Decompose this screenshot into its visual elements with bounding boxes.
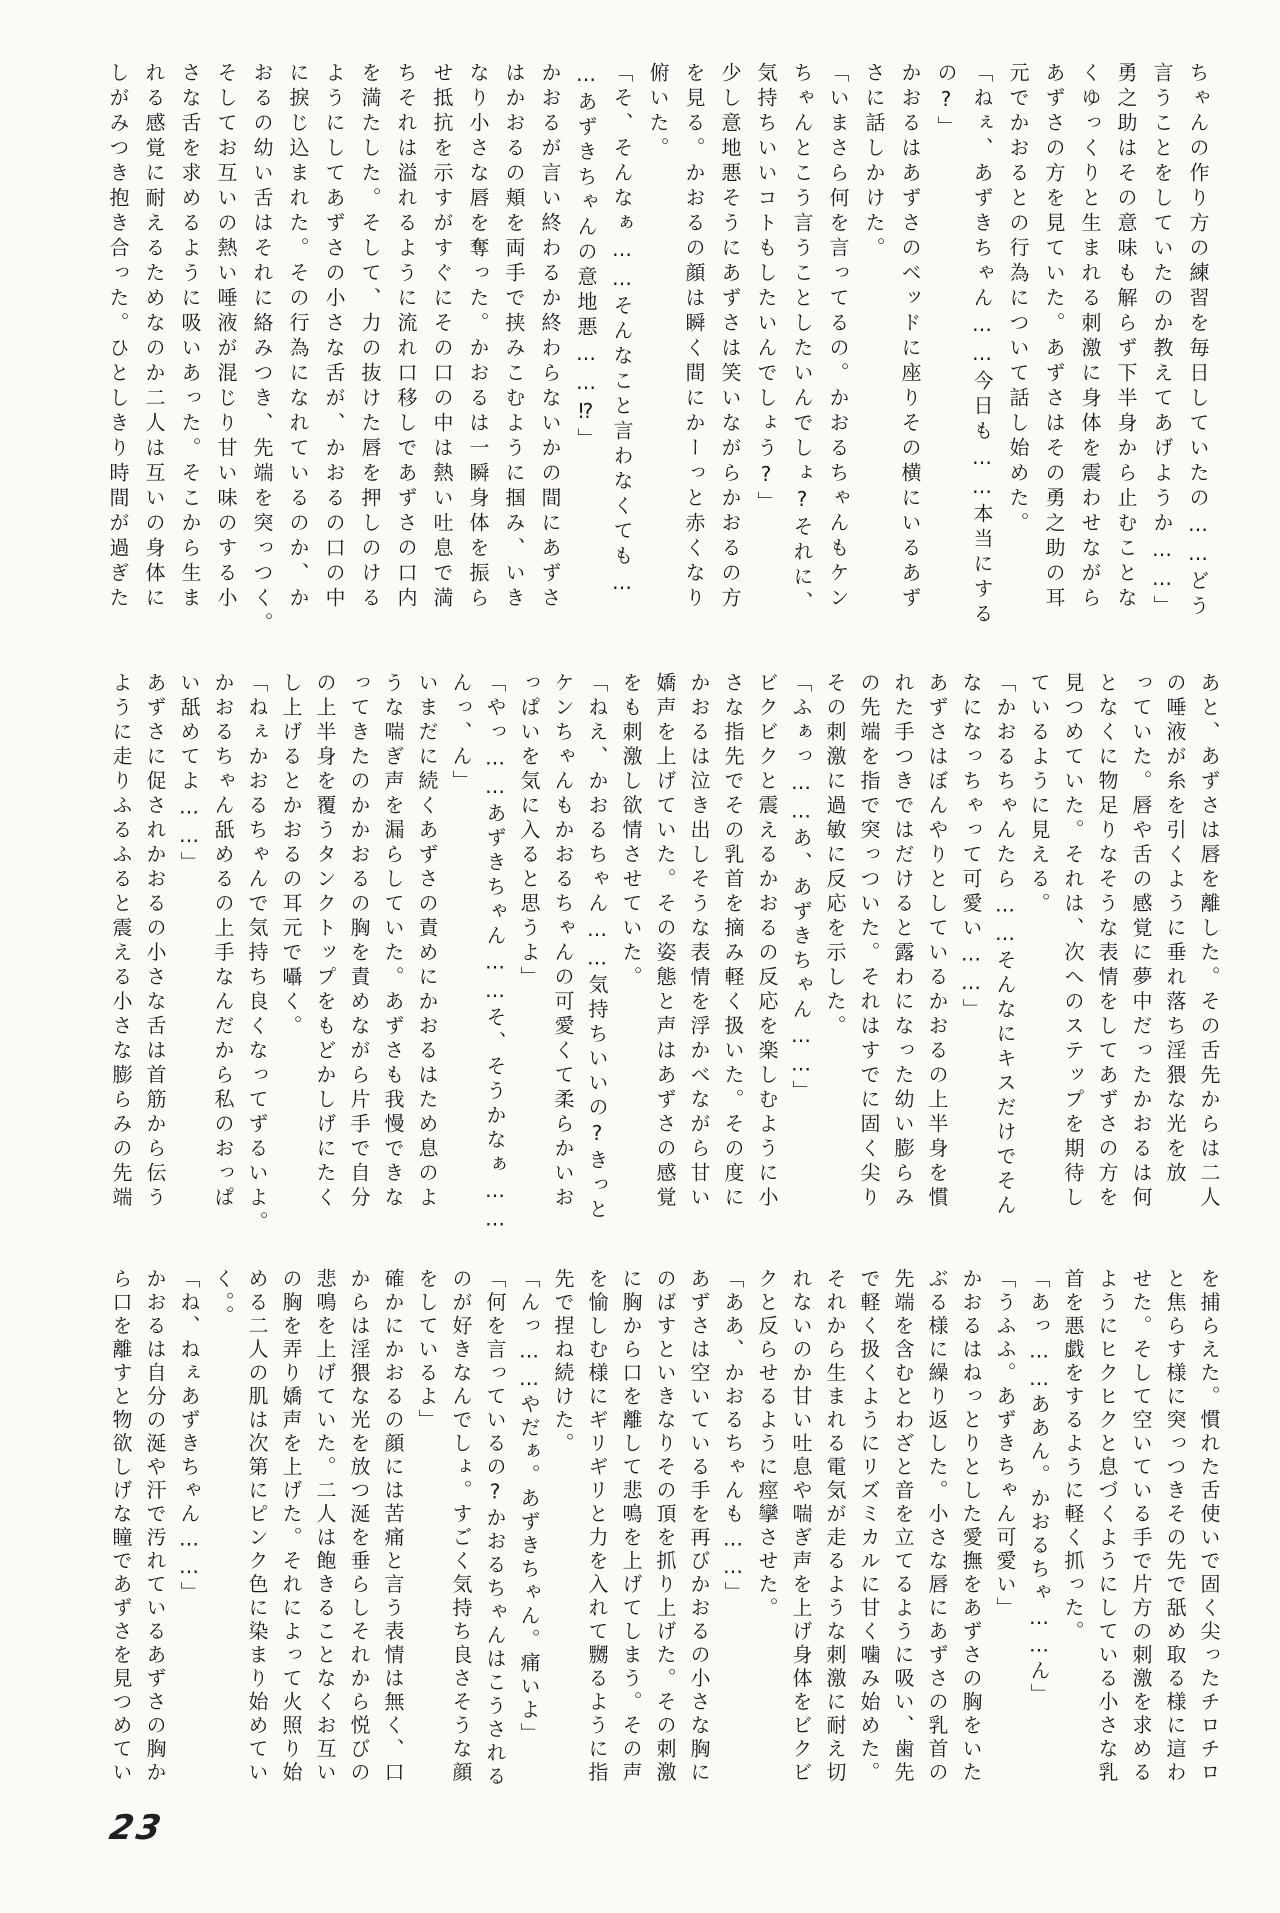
text-column: クと反らせるように痙攣させた。	[755, 1268, 779, 1621]
text-column: を見る。かおるの顔は瞬く間にかーっと赤くなり	[682, 62, 706, 612]
text-column: と焦らす様に突っつきその先で舐め取る様に這わ	[1163, 1268, 1187, 1785]
text-column: となくに物足りなそうな表情をしてあずさの方を	[1095, 672, 1119, 1211]
text-column: で軽く扱くようにリズミカルに甘く噛み始めた。	[857, 1268, 881, 1785]
text-column: 先端を含むとわざと音を立てるように吸い、歯先	[891, 1268, 915, 1785]
text-column: 首を悪戯をするように軽く抓った。	[1061, 1268, 1085, 1644]
text-column: の?」	[934, 62, 958, 141]
text-column: あと、あずさは唇を離した。その舌先からは二人	[1197, 672, 1221, 1211]
text-column: に捩じ込まれた。その行為になれているのか、か	[286, 62, 310, 612]
text-column: せ抵抗を示すがすぐにその口の中は熱い吐息で満	[430, 62, 454, 612]
text-column: ように走りふるふると震える小さな膨らみの先端	[109, 672, 133, 1211]
text-column: 「あっ……ああん。かおるちゃ……ん」	[1027, 1268, 1051, 1707]
text-column: あずさに促されかおるの小さな舌は首筋から伝う	[143, 672, 167, 1211]
text-column: ているように見える。	[1027, 672, 1051, 917]
text-column: をしているよ」	[415, 1268, 439, 1433]
text-column: ようにしてあずさの小さな舌が、かおるの口の中	[322, 62, 346, 612]
text-column: 「ね、ねぇあずきちゃん……」	[177, 1268, 201, 1605]
text-column: …あずきちゃんの意地悪……⁉」	[574, 62, 598, 453]
text-column: 俯いた。	[646, 62, 670, 162]
text-column: の唾液が糸を引くように垂れ落ち淫猥な光を放	[1163, 672, 1187, 1187]
text-column: さな指先でその乳首を摘み軽く扱いた。その度に	[721, 672, 745, 1211]
text-column: 言うことをしていたのか教えてあげようか……」	[1150, 62, 1174, 620]
text-column: それから生まれる電気が走るような刺激に耐え切	[823, 1268, 847, 1785]
text-column: 「ふぁっ……あ、あずきちゃん……」	[789, 672, 813, 1105]
text-column: 「ねえ、かおるちゃん……気持ちいいの?きっと	[585, 672, 609, 1223]
text-column: の上半身を覆うタンクトップをもどかしげにたく	[313, 672, 337, 1211]
text-column: かおるはねっとりとした愛撫をあずさの胸をいた	[959, 1268, 983, 1785]
text-column: かおるはあずさのベッドに座りその横にいるあず	[898, 62, 922, 612]
text-column: を満たした。そして、力の抜けた唇を押しのける	[358, 62, 382, 612]
text-column: あずさの方を見ていた。あずさはその勇之助の耳	[1042, 62, 1066, 612]
text-column: くゆっくりと生まれる刺激に身体を震わせながら	[1078, 62, 1102, 612]
text-column: ら口を離すと物欲しげな瞳であずさを見つめてい	[109, 1268, 133, 1785]
text-column: 「ねぇ、あずきちゃん……今日も……本当にする	[970, 62, 994, 628]
text-column: 嬌声を上げていた。その姿態と声はあずさの感覚	[653, 672, 677, 1211]
text-column: ようにヒクヒクと息づくようにしている小さな乳	[1095, 1268, 1119, 1785]
text-column: さに話しかけた。	[862, 62, 886, 262]
text-column: なり小さな唇を奪った。かおるは一瞬身体を振ら	[466, 62, 490, 612]
text-column: 「何を言っているの?かおるちゃんはこうされる	[483, 1268, 507, 1789]
text-column: そしてお互いの熱い唾液が混じり甘い味のする小	[214, 62, 238, 612]
text-column: を捕らえた。慣れた舌使いで固く尖ったチロチロ	[1197, 1268, 1221, 1785]
text-column: 「かおるちゃんたら……そんなにキスだけでそん	[993, 672, 1017, 1219]
text-column: し上げるとかおるの耳元で囁く。	[279, 672, 303, 1040]
text-column: ケンちゃんもかおるちゃんの可愛くて柔らかいお	[551, 672, 575, 1211]
text-column: をも刺激し欲情させていた。	[619, 672, 643, 991]
text-column: からは淫猥な光を放つ涎を垂らしそれから悦びの	[347, 1268, 371, 1785]
text-column: かおるは泣き出しそうな表情を浮かべながら甘い	[687, 672, 711, 1211]
text-column: 先で捏ね続けた。	[551, 1268, 575, 1456]
text-column: 気持ちいいコトもしたいんでしょう?」	[754, 62, 778, 516]
text-column: せた。そして空いている手で片方の刺激を求める	[1129, 1268, 1153, 1785]
text-column: ってきたのかかおるの胸を責めながら片手で自分	[347, 672, 371, 1211]
text-column: 「ああ、かおるちゃんも……」	[721, 1268, 745, 1605]
text-column: 「うふふ。あずきちゃん可愛い」	[993, 1268, 1017, 1621]
text-column: れた手つきではだけると露わになった幼い膨らみ	[891, 672, 915, 1211]
text-column: なになっちゃって可愛い……」	[959, 672, 983, 1023]
text-column: っぱいを気に入ると思うよ」	[517, 672, 541, 991]
text-column: れる感覚に耐えるためなのか二人は互いの身体に	[142, 62, 166, 612]
text-column: しがみつき抱き合った。ひとしきり時間が過ぎた	[106, 62, 130, 612]
text-column: に胸から口を離して悲鳴を上げてしまう。その声	[619, 1268, 643, 1785]
text-column: 「いまさら何を言ってるの。かおるちゃんもケン	[826, 62, 850, 612]
text-column: さな舌を求めるように吸いあった。そこから生ま	[178, 62, 202, 612]
text-column: かおるが言い終わるか終わらないかの間にあずさ	[538, 62, 562, 612]
text-column: のばすといきなりその頂を抓り上げた。その刺激	[653, 1268, 677, 1785]
text-column: ちゃんの作り方の練習を毎日していたの……どう	[1186, 62, 1210, 620]
text-column: ちそれは溢れるように流れ口移しであずさの口内	[394, 62, 418, 612]
text-column: あずさは空いている手を再びかおるの小さな胸に	[687, 1268, 711, 1785]
text-column: 少し意地悪そうにあずさは笑いながらかおるの方	[718, 62, 742, 612]
text-column: ビクビクと震えるかおるの反応を楽しむように小	[755, 672, 779, 1211]
text-column: の先端を指で突っついた。それはすでに固く尖り	[857, 672, 881, 1211]
text-column: く。。	[211, 1268, 235, 1329]
text-column: その刺激に過敏に反応を示した。	[823, 672, 847, 1040]
text-column: 「ねぇかおるちゃんで気持ち良くなってずるいよ。	[245, 672, 269, 1236]
text-column: れないのか甘い吐息や喘ぎ声を上げ身体をビクビ	[789, 1268, 813, 1785]
text-band-bottom	[104, 1268, 1226, 1828]
page-number: 23	[106, 1808, 167, 1848]
text-column: 見つめていた。それは、次へのステップを期待し	[1061, 672, 1085, 1211]
text-band-middle	[104, 672, 1226, 1244]
text-column: 確かにかおるの顔には苦痛と言う表情は無く、口	[381, 1268, 405, 1785]
text-column: あずさはぼんやりとしているかおるの上半身を慣	[925, 672, 949, 1211]
text-column: うな喘ぎ声を漏らしていた。あずさも我慢できな	[381, 672, 405, 1211]
text-column: の胸を弄り嬌声を上げた。それによって火照り始	[279, 1268, 303, 1785]
text-column: かおるは自分の涎や汗で汚れているあずさの胸か	[143, 1268, 167, 1785]
text-column: 悲鳴を上げていた。二人は飽きることなくお互い	[313, 1268, 337, 1785]
text-column: める二人の肌は次第にピンク色に染まり始めてい	[245, 1268, 269, 1785]
text-column: かおるちゃん舐めるの上手なんだから私のおっぱ	[211, 672, 235, 1211]
text-column: っていた。唇や舌の感覚に夢中だったかおるは何	[1129, 672, 1153, 1211]
text-column: 勇之助はその意味も解らず下半身から止むことな	[1114, 62, 1138, 612]
text-column: んっ、ん」	[449, 672, 473, 795]
text-column: を愉しむ様にギリギリと力を入れて嬲るように指	[585, 1268, 609, 1785]
text-column: ぶる様に繰り返した。小さな唇にあずさの乳首の	[925, 1268, 949, 1785]
text-column: はかおるの頬を両手で挟みこむように掴み、いき	[502, 62, 526, 612]
text-column: い舐めてよ……」	[177, 672, 201, 876]
text-column: いまだに続くあずさの責めにかおるはため息のよ	[415, 672, 439, 1211]
text-column: のが好きなんでしょ。すごく気持ち良さそうな顔	[449, 1268, 473, 1785]
text-column: おるの幼い舌はそれに絡みつき、先端を突っつく。	[250, 62, 274, 637]
text-column: 「やっ……あずきちゃん……そ、そうかなぁ……	[483, 672, 507, 1235]
text-column: 「そ、そんなぁ……そんなこと言わなくても…	[610, 62, 634, 599]
text-column: ちゃんとこう言うことしたいんでしょ?それに、	[790, 62, 814, 616]
text-band-top	[100, 62, 1216, 644]
text-column: 「んっ……やだぁ。あずきちゃん。痛いよ」	[517, 1268, 541, 1746]
text-column: 元でかおるとの行為について話し始めた。	[1006, 62, 1030, 537]
